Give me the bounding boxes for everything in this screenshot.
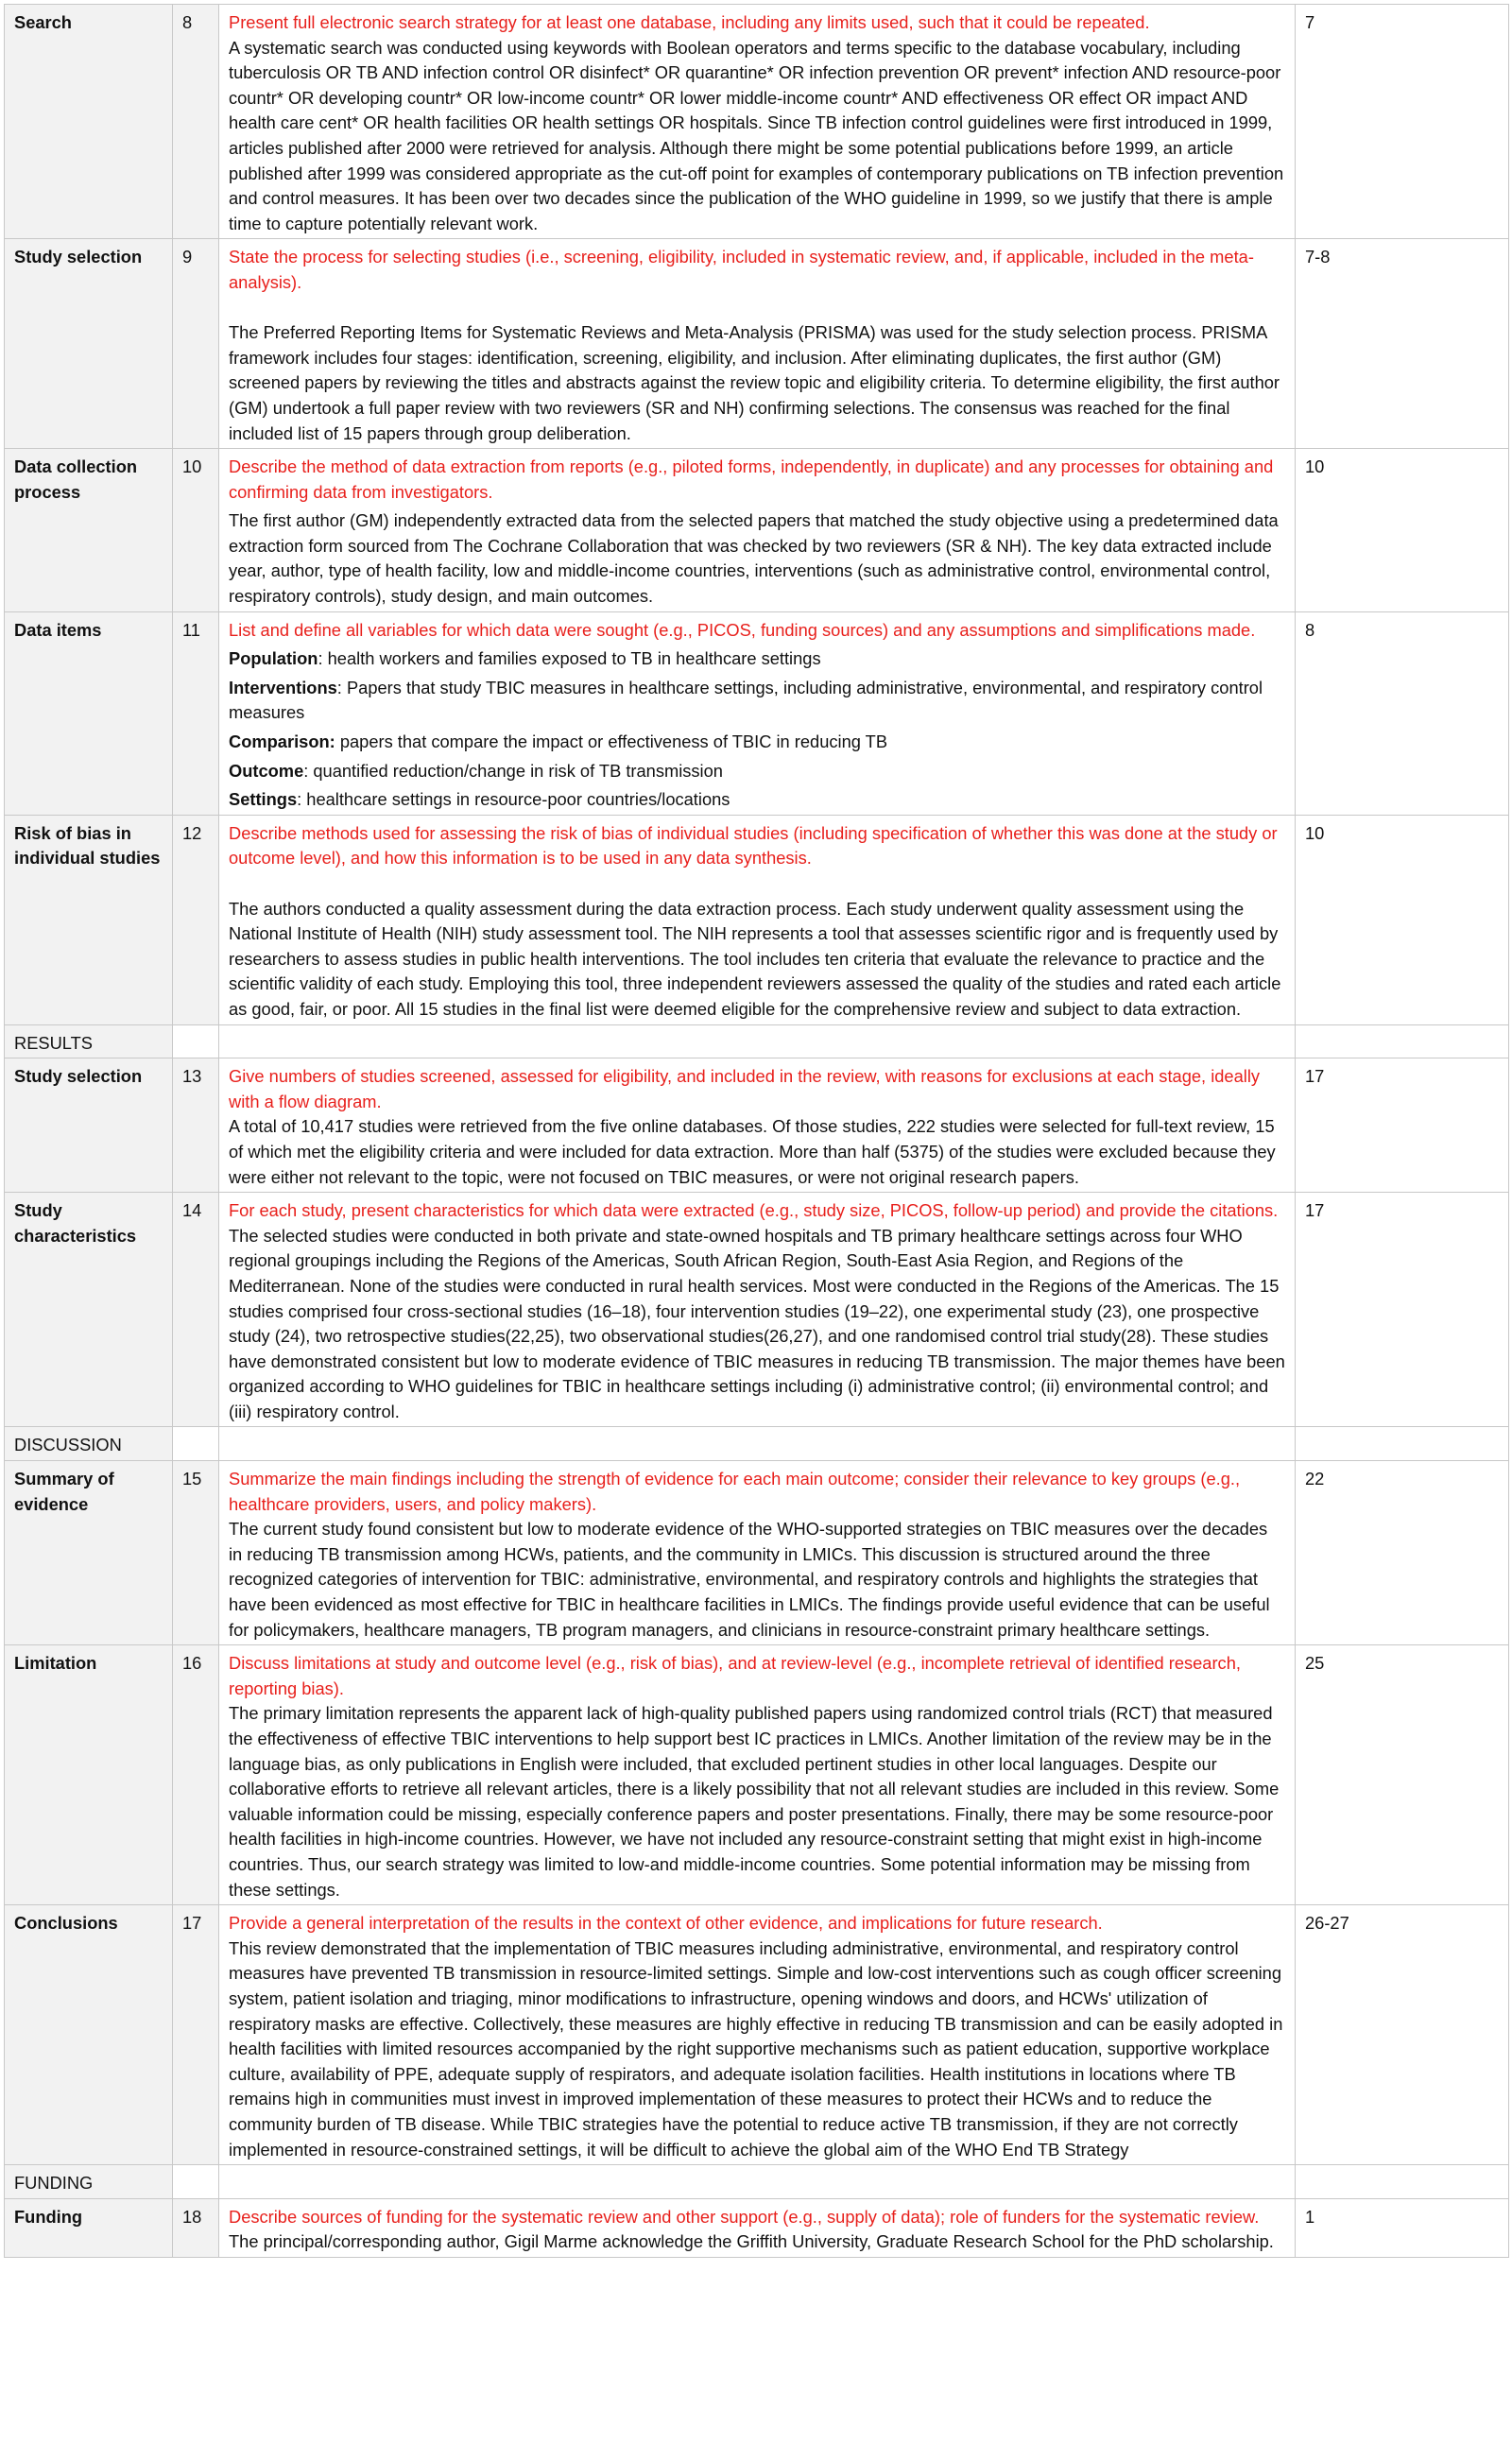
table-row: [5, 1058, 1509, 1193]
table-row: [5, 1193, 1509, 1427]
report-text: The principal/corresponding author, Gigil Marme acknowledge the Griffith University, Graduate Research School for the PhD scholarship.: [229, 2231, 1274, 2252]
topic-cell: Study selection: [5, 1058, 173, 1193]
item-number: 16: [173, 1645, 219, 1905]
table-row: [5, 449, 1509, 612]
checklist-requirement: For each study, present characteristics for which data were extracted (e.g., study size, PICOS, follow-up period) and provide the citations.: [229, 1200, 1279, 1221]
settings-entry: [229, 787, 1285, 813]
report-text: The authors conducted a quality assessment during the data extraction process. Each study underwent quality assessment using the National Institute of Health (NIH) study assessment tool. The NIH represents a tool that assesses scientific rigor and is frequently used by researchers to assess studies in public health interventions. The tool includes ten criteria that evaluate the relevance to practice and the scientific validity of each study. Employing this tool, three independent reviewers assessed the quality of the studies and rated each article as good, fair, or poor. All 15 studies in the final list were deemed eligible for the comprehensive review and subject to data extraction.: [229, 898, 1281, 1019]
entry-text: : health workers and families exposed to TB in healthcare settings: [318, 648, 821, 669]
checklist-requirement: List and define all variables for which data were sought (e.g., PICOS, funding sources) and any assumptions and simplifications made.: [229, 619, 1256, 640]
prisma-checklist-table: [4, 4, 1509, 2258]
checklist-requirement: Discuss limitations at study and outcome level (e.g., risk of bias), and at review-level (e.g., incomplete retrieval of identified research, reporting bias).: [229, 1653, 1241, 1698]
report-text: The primary limitation represents the apparent lack of high-quality published papers using randomized control trials (RCT) that measured the effectiveness of effective TBIC interventions to help support best IC practices in LMICs. Another limitation of the review may be in the language bias, as only publications in English were included, that excluded pertinent studies in other local languages. Despite our collaborative efforts to retrieve all relevant articles, there is a likely possibility that not all relevant studies are included in this review. Some valuable information could be missing, especially conference papers and poster presentations. Finally, there may be some resource-poor health facilities in high-income countries. However, we have not included any resource-constraint setting that might exist in high-income countries. Thus, our search strategy was limited to low-and middle-income countries. Some potential information may be missing from these settings.: [229, 1703, 1280, 1900]
page-reference: 1: [1296, 2198, 1509, 2257]
checklist-requirement: Describe sources of funding for the systematic review and other support (e.g., supply of data); role of funders for the systematic review.: [229, 2206, 1260, 2227]
checklist-requirement: Describe methods used for assessing the risk of bias of individual studies (including specification of whether this was done at the study or outcome level), and how this information is to be used in any data synthesis.: [229, 822, 1278, 869]
section-row: [5, 1427, 1509, 1461]
entry-text: : healthcare settings in resource-poor countries/locations: [297, 789, 730, 810]
section-row: [5, 2165, 1509, 2199]
topic-cell: Data items: [5, 611, 173, 815]
item-number: 13: [173, 1058, 219, 1193]
checklist-requirement: Give numbers of studies screened, assessed for eligibility, and included in the review, with reasons for exclusions at each stage, ideally with a flow diagram.: [229, 1066, 1261, 1111]
page-reference: 17: [1296, 1193, 1509, 1427]
checklist-requirement: Describe the method of data extraction from reports (e.g., piloted forms, independently, in duplicate) and any processes for obtaining and confirming data from investigators.: [229, 456, 1274, 502]
item-number: 12: [173, 815, 219, 1024]
table-row: [5, 1645, 1509, 1905]
page-reference: 7: [1296, 5, 1509, 239]
description-cell: [219, 5, 1296, 239]
section-title: RESULTS: [5, 1024, 173, 1058]
description-cell: [219, 611, 1296, 815]
topic-cell: Limitation: [5, 1645, 173, 1905]
report-text: A systematic search was conducted using keywords with Boolean operators and terms specific to the database vocabulary, including tuberculosis OR TB AND infection control OR disinfect* OR quarantine* OR infection prevention OR prevent* infection AND resource-poor countr* OR developing countr* OR low-income countr* OR lower middle-income countr* AND effectiveness OR effect OR impact AND health care cent* OR health facilities OR health settings OR hospitals. Since TB infection control guidelines were first introduced in 1999, articles published after 2000 were retrieved for analysis. Although there might be some potential publications before 1999, an article published after 1999 was considered appropriate as the cut-off point for examples of contemporary publications on TB infection prevention and control measures. It has been over two decades since the publication of the WHO guideline in 1999, so we justify that there is ample time to capture potentially relevant work.: [229, 37, 1284, 233]
page-reference: 10: [1296, 449, 1509, 612]
item-number: 11: [173, 611, 219, 815]
topic-cell: Summary of evidence: [5, 1461, 173, 1645]
page-reference: 17: [1296, 1058, 1509, 1193]
table-row: [5, 2198, 1509, 2257]
description-cell: [219, 1645, 1296, 1905]
topic-cell: Data collection process: [5, 449, 173, 612]
description-cell: [219, 1058, 1296, 1193]
section-title: FUNDING: [5, 2165, 173, 2199]
item-number: 15: [173, 1461, 219, 1645]
topic-cell: Funding: [5, 2198, 173, 2257]
report-text: The selected studies were conducted in both private and state-owned hospitals and TB primary healthcare settings across four WHO regional groupings including the Regions of the Americas, South African Region, South-East Asia Region, and Regions of the Mediterranean. None of the studies were conducted in rural health services. Most were conducted in the Regions of the Americas. The 15 studies comprised four cross-sectional studies (16–18), four intervention studies (19–22), one experimental study (23), one prospective study (24), two retrospective studies(22,25), two observational studies(26,27), and one randomised control trial study(28). These studies have demonstrated consistent but low to moderate evidence of TBIC measures in reducing TB transmission. The major themes have been organized according to WHO guidelines for TBIC in healthcare settings including (i) administrative control; (ii) environmental control; and (iii) respiratory control.: [229, 1225, 1285, 1421]
report-text: This review demonstrated that the implementation of TBIC measures including administrative, environmental, and respiratory control measures have prevented TB transmission in resource-limited settings. Simple and low-cost interventions such as cough officer screening system, patient isolation and triaging, minor modifications to infrastructure, opening windows and doors, and HCWs' utilization of respiratory masks are effective. Collectively, these measures are highly effective in reducing TB transmission and can be easily adopted in health facilities with limited resources accompanied by the right supportive mechanisms such as patient education, supportive workplace culture, availability of PPE, adequate supply of respirators, and adequate isolation facilities. Health institutions in locations where TB remains high in communities must invest in improved implementation of these measures to protect their HCWs and to reduce the community burden of TB disease. While TBIC strategies have the potential to reduce active TB transmission, if they are not correctly implemented in resource-constrained settings, it will be difficult to achieve the global aim of the WHO End TB Strategy: [229, 1937, 1283, 2160]
item-number: 8: [173, 5, 219, 239]
page-reference: 22: [1296, 1461, 1509, 1645]
checklist-requirement: Present full electronic search strategy for at least one database, including any limits used, such that it could be repeated.: [229, 12, 1150, 32]
item-number: 10: [173, 449, 219, 612]
page-reference: 8: [1296, 611, 1509, 815]
page-reference: 10: [1296, 815, 1509, 1024]
table-row: [5, 239, 1509, 449]
entry-label: Outcome: [229, 760, 304, 781]
item-number: 18: [173, 2198, 219, 2257]
entry-label: Settings: [229, 789, 298, 810]
topic-cell: Risk of bias in individual studies: [5, 815, 173, 1024]
table-row: [5, 815, 1509, 1024]
item-number: 9: [173, 239, 219, 449]
entry-label: Population: [229, 648, 318, 669]
description-cell: [219, 449, 1296, 612]
section-title: DISCUSSION: [5, 1427, 173, 1461]
report-text: The current study found consistent but low to moderate evidence of the WHO-supported strategies on TBIC measures over the decades in reducing TB transmission among HCWs, patients, and the community in LMICs. This discussion is structured around the three recognized categories of intervention for TBIC: administrative, environmental, and respiratory controls and highlights the strategies that have been evidenced as most effective for TBIC in healthcare facilities in LMICs. The findings provide useful evidence that can be useful for policymakers, healthcare managers, TB program managers, and clinicians in resource-constraint primary healthcare settings.: [229, 1519, 1270, 1640]
checklist-requirement: Provide a general interpretation of the results in the context of other evidence, and implications for future research.: [229, 1913, 1103, 1934]
item-number: 14: [173, 1193, 219, 1427]
topic-cell: Conclusions: [5, 1905, 173, 2165]
table-row: [5, 611, 1509, 815]
page-reference: 7-8: [1296, 239, 1509, 449]
topic-cell: Study characteristics: [5, 1193, 173, 1427]
description-cell: [219, 1461, 1296, 1645]
topic-cell: Study selection: [5, 239, 173, 449]
table-row: [5, 5, 1509, 239]
item-number: 17: [173, 1905, 219, 2165]
checklist-requirement: Summarize the main findings including the strength of evidence for each main outcome; consider their relevance to key groups (e.g., healthcare providers, users, and policy makers).: [229, 1469, 1241, 1514]
page-reference: 25: [1296, 1645, 1509, 1905]
entry-text: : Papers that study TBIC measures in healthcare settings, including administrative, environmental, and respiratory control measures: [229, 677, 1263, 723]
comparison-entry: [229, 730, 1285, 755]
description-cell: [219, 1193, 1296, 1427]
entry-text: : quantified reduction/change in risk of TB transmission: [303, 760, 723, 781]
description-cell: [219, 239, 1296, 449]
description-cell: [219, 2198, 1296, 2257]
outcome-entry: [229, 759, 1285, 784]
report-text: The Preferred Reporting Items for Systematic Reviews and Meta-Analysis (PRISMA) was used for the study selection process. PRISMA framework includes four stages: identification, screening, eligibility, and inclusion. After eliminating duplicates, the first author (GM) screened papers by reviewing the titles and abstracts against the review topic and eligibility criteria. To determine eligibility, the first author (GM) undertook a full paper review with two reviewers (SR and NH) confirming selections. The consensus was reached for the final included list of 15 papers through group deliberation.: [229, 322, 1280, 443]
topic-cell: Search: [5, 5, 173, 239]
report-text: The first author (GM) independently extracted data from the selected papers that matched the study objective using a predetermined data extraction form sourced from The Cochrane Collaboration that was checked by two reviewers (SR & NH). The key data extracted include year, author, type of health facility, low and middle-income countries, interventions (such as administrative control, environmental control, respiratory controls), study design, and main outcomes.: [229, 510, 1279, 607]
entry-label: Comparison:: [229, 731, 335, 752]
population-entry: [229, 646, 1285, 672]
section-row: [5, 1024, 1509, 1058]
report-text: A total of 10,417 studies were retrieved from the five online databases. Of those studies, 222 studies were selected for full-text review, 15 of which met the eligibility criteria and were included for data extraction. More than half (5375) of the studies were excluded because they were either not relevant to the topic, were not focused on TBIC measures, or were not original research papers.: [229, 1116, 1276, 1187]
table-row: [5, 1461, 1509, 1645]
checklist-requirement: State the process for selecting studies (i.e., screening, eligibility, included in systematic review, and, if applicable, included in the meta-analysis).: [229, 247, 1254, 292]
page-reference: 26-27: [1296, 1905, 1509, 2165]
description-cell: [219, 1905, 1296, 2165]
interventions-entry: [229, 676, 1285, 726]
entry-label: Interventions: [229, 677, 337, 697]
table-row: [5, 1905, 1509, 2165]
entry-text: papers that compare the impact or effectiveness of TBIC in reducing TB: [335, 731, 888, 752]
description-cell: [219, 815, 1296, 1024]
